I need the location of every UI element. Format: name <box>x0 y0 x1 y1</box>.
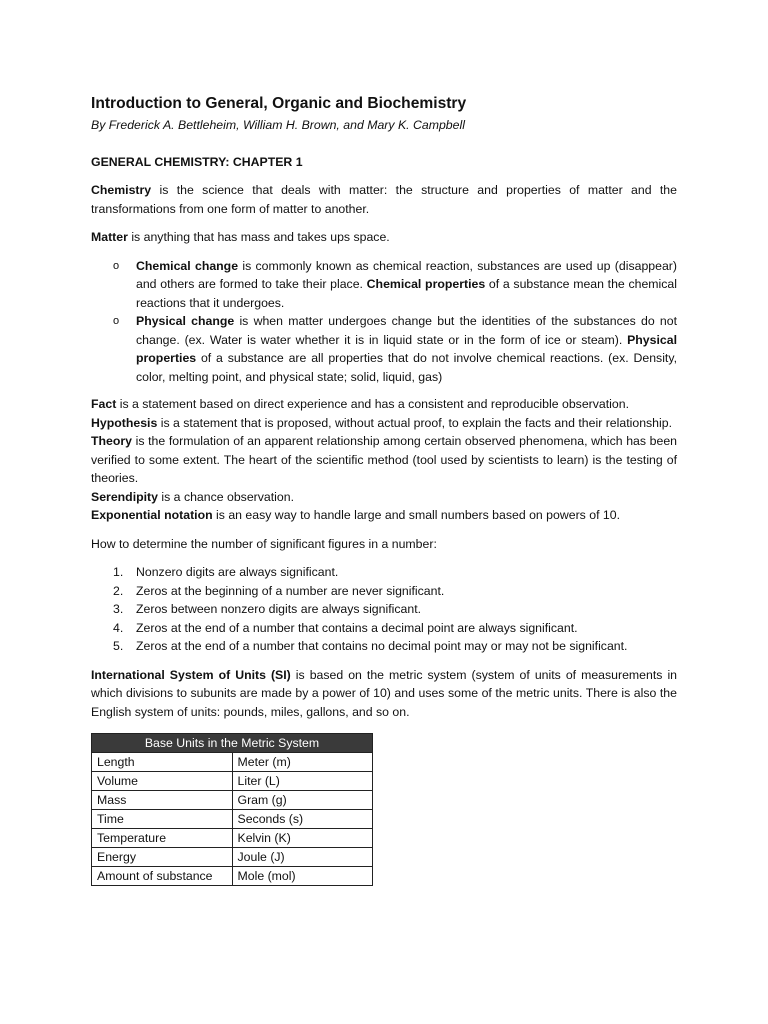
chapter-heading: GENERAL CHEMISTRY: CHAPTER 1 <box>91 154 303 169</box>
list-item <box>91 637 677 656</box>
sigfigs-rules-list <box>91 563 677 656</box>
list-item-chemical-change <box>91 257 677 313</box>
unit-cell: Gram (g) <box>232 791 373 810</box>
list-number: 4. <box>113 620 124 635</box>
theory-definition <box>91 432 677 488</box>
table-row <box>92 772 373 791</box>
physical-change-term: Physical change <box>136 314 235 328</box>
hypothesis-text: is a statement that is proposed, without actual proof, to explain the facts and their relationship. <box>157 415 673 430</box>
quantity-cell: Amount of substance <box>92 867 233 886</box>
table-header-row <box>92 734 373 753</box>
theory-term: Theory <box>91 434 132 448</box>
chemical-properties-term: Chemical properties <box>366 277 486 291</box>
exponential-notation-term: Exponential notation <box>91 508 213 522</box>
fact-text: is a statement based on direct experience and has a consistent and reproducible observation. <box>116 397 629 411</box>
table-row <box>92 810 373 829</box>
list-number: 5. <box>113 639 124 653</box>
list-item-physical-change <box>91 312 677 386</box>
unit-cell: Joule (J) <box>232 848 373 867</box>
quantity-cell: Energy <box>92 848 233 867</box>
list-item <box>91 619 677 638</box>
rule-text: Nonzero digits are always significant. <box>136 565 339 579</box>
chemical-properties-text: of a substance mean the chemical reactions that it undergoes. <box>136 277 677 310</box>
serendipity-term: Serendipity <box>91 489 158 504</box>
base-units-table <box>91 733 373 886</box>
exponential-notation-text: is an easy way to handle large and small numbers based on powers of 10. <box>212 508 621 522</box>
unit-cell: Meter (m) <box>232 753 373 772</box>
list-number: 2. <box>113 583 124 598</box>
chemical-change-term: Chemical change <box>136 258 239 273</box>
serendipity-definition <box>91 488 677 507</box>
bullet-marker: o <box>113 259 120 272</box>
list-number: 1. <box>113 565 124 579</box>
table-row <box>92 791 373 810</box>
chemical-change-text: is commonly known as chemical reaction, substances are used up (disappear) and others are formed to take their place. <box>136 258 677 291</box>
list-item <box>91 600 677 619</box>
exponential-notation-definition <box>91 506 677 525</box>
physical-change-text: is when matter undergoes change but the identities of the substances do not change. (ex. Water is water whether it is in liquid state or in the form of ice or steam). <box>136 314 677 347</box>
unit-cell: Mole (mol) <box>232 867 373 886</box>
document-authors: By Frederick A. Bettleheim, William H. Brown, and Mary K. Campbell <box>91 118 465 132</box>
rule-text: Zeros between nonzero digits are always significant. <box>136 602 422 616</box>
table-row <box>92 848 373 867</box>
matter-definition <box>91 228 677 247</box>
unit-cell: Liter (L) <box>232 772 373 791</box>
serendipity-text: is a chance observation. <box>157 489 294 504</box>
document-content <box>91 93 677 886</box>
hypothesis-definition <box>91 414 677 433</box>
quantity-cell: Temperature <box>92 829 233 848</box>
table-row <box>92 867 373 886</box>
list-number: 3. <box>113 602 124 616</box>
rule-text: Zeros at the end of a number that contains a decimal point are always significant. <box>136 620 578 635</box>
chemistry-definition <box>91 181 677 218</box>
change-bullet-list <box>91 257 677 387</box>
sigfigs-intro: How to determine the number of significant figures in a number: <box>91 536 437 551</box>
quantity-cell: Volume <box>92 772 233 791</box>
physical-properties-term: Physical properties <box>136 332 677 365</box>
rule-text: Zeros at the beginning of a number are never significant. <box>136 583 445 598</box>
si-text: is based on the metric system (system of units of measurements in which divisions to subunits are made by a power of 10) and uses some of the metric units. There is also the English system of units: pounds, miles, gallons, and so on. <box>91 667 678 719</box>
unit-cell: Seconds (s) <box>232 810 373 829</box>
theory-text: is the formulation of an apparent relationship among certain observed phenomena, which has been verified to some extent. The heart of the scientific method (tool used by scientists to learn) is the testing of theories. <box>91 434 677 485</box>
chemistry-term: Chemistry <box>91 183 152 197</box>
table-row <box>92 829 373 848</box>
matter-term: Matter <box>91 230 128 244</box>
table-header: Base Units in the Metric System <box>92 734 373 753</box>
hypothesis-term: Hypothesis <box>91 415 158 430</box>
quantity-cell: Mass <box>92 791 233 810</box>
quantity-cell: Length <box>92 753 233 772</box>
rule-text: Zeros at the end of a number that contains no decimal point may or may not be significant. <box>136 639 628 653</box>
si-term: International System of Units (SI) <box>91 667 291 682</box>
table-row <box>92 753 373 772</box>
unit-cell: Kelvin (K) <box>232 829 373 848</box>
bullet-marker: o <box>113 315 120 327</box>
list-item <box>91 563 677 582</box>
document-title: Introduction to General, Organic and Biochemistry <box>91 95 467 112</box>
si-definition <box>91 666 677 722</box>
quantity-cell: Time <box>92 810 233 829</box>
fact-term: Fact <box>91 397 117 411</box>
list-item <box>91 582 677 601</box>
fact-definition <box>91 395 677 414</box>
physical-properties-text: of a substance are all properties that do not involve chemical reactions. (ex. Density, color, melting point, and physical state; solid, liquid, gas) <box>136 351 677 384</box>
matter-text: is anything that has mass and takes ups space. <box>127 230 390 244</box>
definitions-block <box>91 395 677 525</box>
chemistry-text: is the science that deals with matter: the structure and properties of matter and the transformations from one form of matter to another. <box>91 183 677 216</box>
